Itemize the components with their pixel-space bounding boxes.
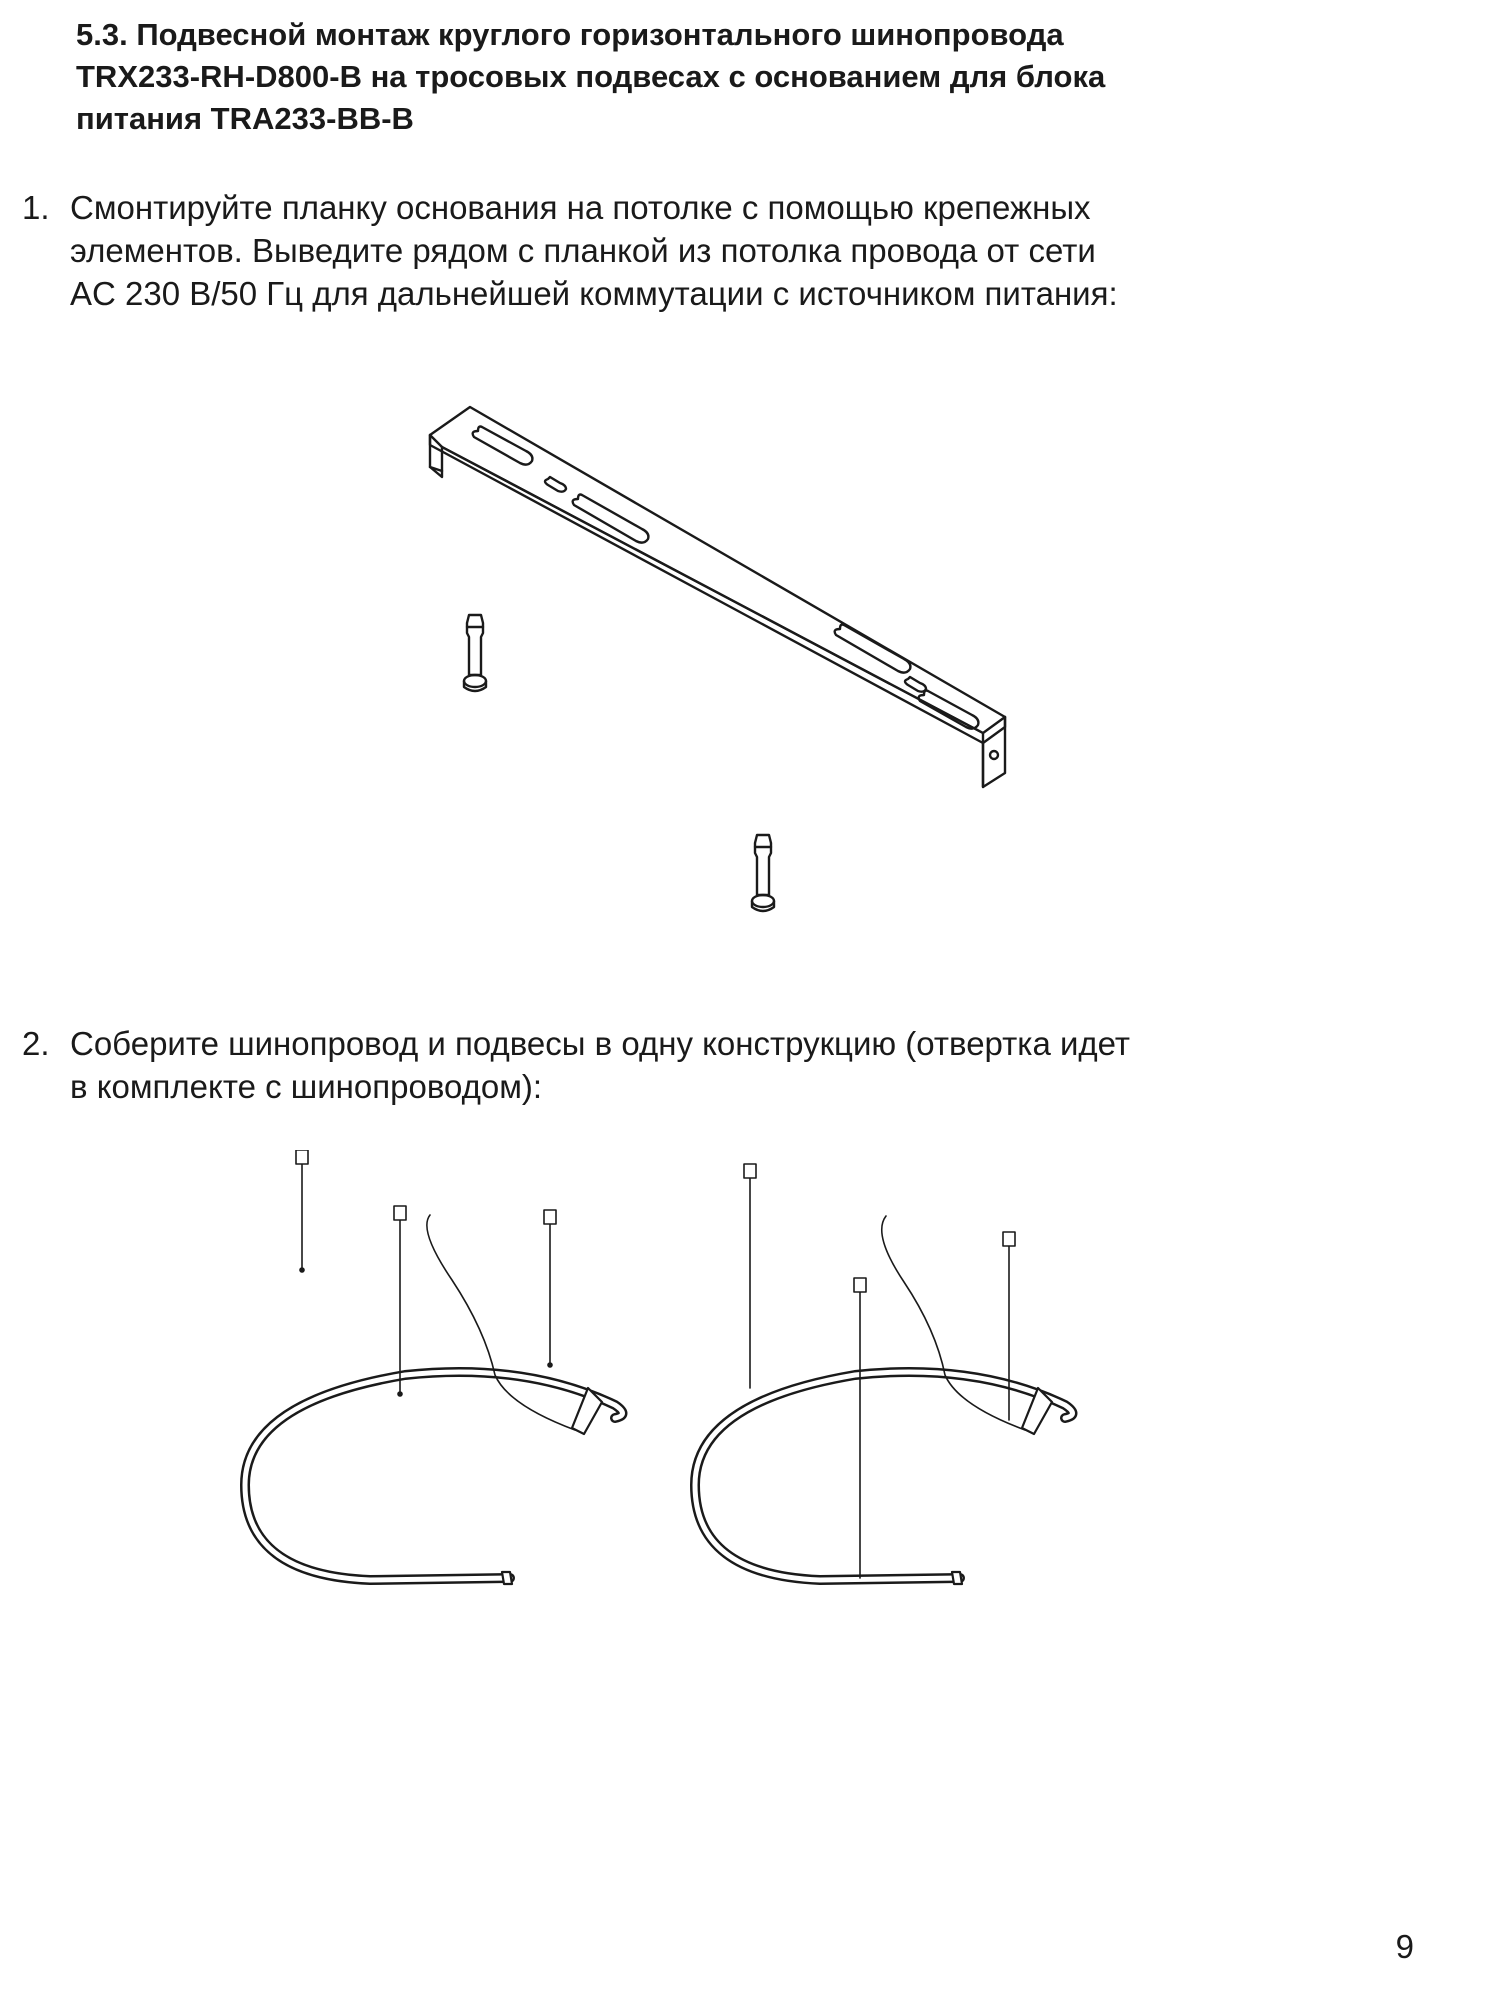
mounting-bracket bbox=[430, 407, 1005, 787]
page-number: 9 bbox=[1395, 1928, 1414, 1965]
step-text-line: Смонтируйте планку основания на потолке с помощью крепежных bbox=[70, 189, 1091, 226]
track-assembly-illustration bbox=[220, 1150, 1260, 1630]
track-ring-right bbox=[695, 1372, 1073, 1584]
step-text-line: в комплекте с шинопроводом): bbox=[70, 1068, 543, 1105]
screw-left bbox=[464, 615, 486, 691]
step-text bbox=[70, 186, 1390, 315]
section-title-line: 5.3. Подвесной монтаж круглого горизонтального шинопровода bbox=[76, 17, 1064, 52]
step-text bbox=[70, 1022, 1390, 1108]
step-text-line: Соберите шинопровод и подвесы в одну конструкцию (отвертка идет bbox=[70, 1025, 1131, 1062]
step-text-line: AC 230 В/50 Гц для дальнейшей коммутации с источником питания: bbox=[70, 275, 1118, 312]
track-ring-left bbox=[245, 1372, 623, 1584]
screw-right bbox=[752, 835, 774, 911]
step-text-line: элементов. Выведите рядом с планкой из потолка провода от сети bbox=[70, 232, 1096, 269]
step-number: 1. bbox=[22, 189, 50, 226]
bracket-illustration bbox=[400, 395, 1040, 945]
section-title-line: питания TRA233-BB-B bbox=[76, 101, 414, 136]
step-number: 2. bbox=[22, 1025, 50, 1062]
section-title bbox=[76, 14, 1396, 140]
section-title-line: TRX233-RH-D800-B на тросовых подвесах с основанием для блока bbox=[76, 59, 1106, 94]
